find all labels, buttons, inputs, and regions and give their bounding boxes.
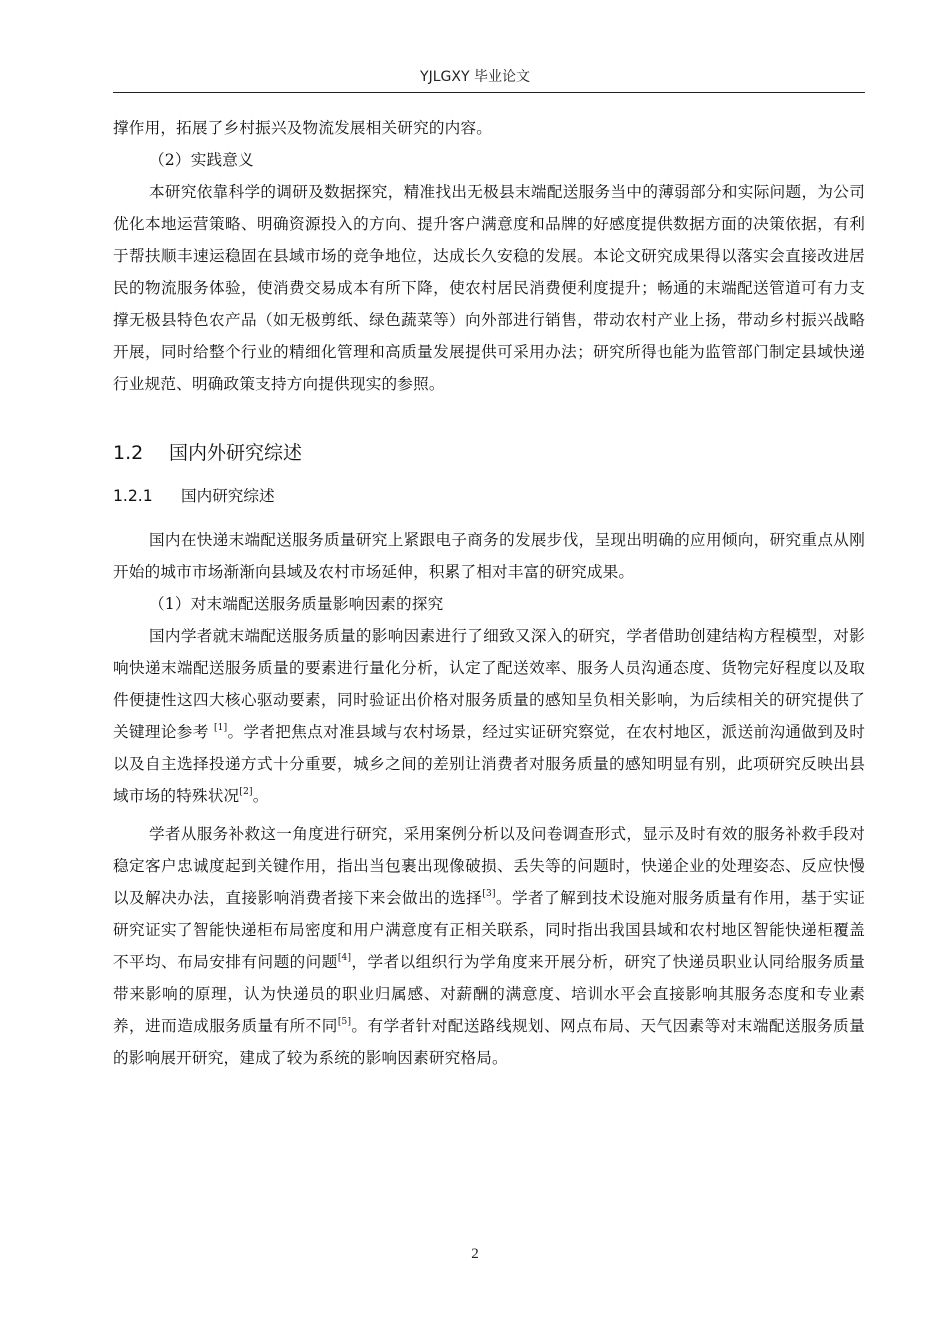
citation: [3]	[482, 889, 496, 899]
body-text	[113, 112, 865, 1074]
citation: [2]	[239, 787, 253, 797]
paragraph-text: 。学者把焦点对准县域与农村场景，经过实证研究察觉，在农村地区，派送前沟通做到及时以及自主选择投递方式十分重要，城乡之间的差别让消费者对服务质量的感知明显有别，此项研究反映出县域市场的特殊状况	[113, 723, 865, 805]
section-heading	[113, 438, 865, 468]
paragraph-domestic-overview: 国内在快递末端配送服务质量研究上紧跟电子商务的发展步伐，呈现出明确的应用倾向，研究重点从刚开始的城市市场渐渐向县域及农村市场延伸，积累了相对丰富的研究成果。	[113, 531, 865, 581]
citation: [4]	[337, 953, 352, 963]
running-header: YJLGXY 毕业论文	[420, 69, 530, 85]
paragraph-service-recovery	[113, 818, 865, 1074]
paragraph-text: 学者从服务补救这一角度进行研究，采用案例分析以及问卷调查形式，显示及时有效的服务补救手段对稳定客户忠诚度起到关键作用，指出当包裹出现像破损、丢失等的问题时，快递企业的处理姿态、反应快慢以及解决办法，直接影响消费者接下来会做出的选择	[113, 825, 865, 907]
subheading-influencing-factors: （1）对末端配送服务质量影响因素的探究	[149, 595, 444, 613]
citation: [1]	[213, 723, 228, 733]
citation: [5]	[337, 1017, 352, 1027]
paragraph-text: ，学者以组织行为学角度来开展分析，研究了快递员职业认同给服务质量带来影响的原理，认为快递员的职业归属感、对薪酬的满意度、培训水平会直接影响其服务态度和专业素养，进而造成服务质量有所不同	[113, 953, 865, 1035]
paragraph-text: 国内学者就末端配送服务质量的影响因素进行了细致又深入的研究，学者借助创建结构方程模型，对影响快递末端配送服务质量的要素进行量化分析，认定了配送效率、服务人员沟通态度、货物完好程度以及取件便捷性这四大核心驱动要素，同时验证出价格对服务质量的感知呈负相关影响，为后续相关的研究提供了关键理论参考	[113, 627, 865, 741]
subsection-number: 1.2.1	[113, 487, 153, 505]
paragraph-continuation: 撑作用，拓展了乡村振兴及物流发展相关研究的内容。	[113, 119, 493, 137]
paragraph-text: 。学者了解到技术设施对服务质量有作用，基于实证研究证实了智能快递柜布局密度和用户满意度有正相关联系，同时指出我国县域和农村地区智能快递柜覆盖不平均、布局安排有问题的问题	[113, 889, 865, 971]
header-rule	[113, 92, 865, 93]
paragraph-practical-significance: 本研究依靠科学的调研及数据探究，精准找出无极县末端配送服务当中的薄弱部分和实际问题，为公司优化本地运营策略、明确资源投入的方向、提升客户满意度和品牌的好感度提供数据方面的决策依据，有利于帮扶顺丰速运稳固在县域市场的竞争地位，达成长久安稳的发展。本论文研究成果得以落实会直接改进居民的物流服务体验，使消费交易成本有所下降，使农村居民消费便利度提升；畅通的末端配送管道可有力支撑无极县特色农产品（如无极剪纸、绿色蔬菜等）向外部进行销售，带动农村产业上扬，带动乡村振兴战略开展，同时给整个行业的精细化管理和高质量发展提供可采用办法；研究所得也能为监管部门制定县域快递行业规范、明确政策支持方向提供现实的参照。	[113, 183, 865, 393]
section-title: 国内外研究综述	[169, 442, 303, 464]
subsection-title: 国内研究综述	[181, 487, 275, 505]
paragraph-influencing-factors	[113, 620, 865, 812]
section-number: 1.2	[113, 442, 144, 464]
paragraph-text: 。	[252, 787, 269, 805]
subheading-practical-significance: （2）实践意义	[149, 151, 254, 169]
paragraph-text: 。有学者针对配送路线规划、网点布局、天气因素等对末端配送服务质量的影响展开研究，建成了较为系统的影响因素研究格局。	[113, 1017, 865, 1067]
subsection-heading	[113, 482, 865, 510]
page-number: 2	[471, 1246, 479, 1262]
